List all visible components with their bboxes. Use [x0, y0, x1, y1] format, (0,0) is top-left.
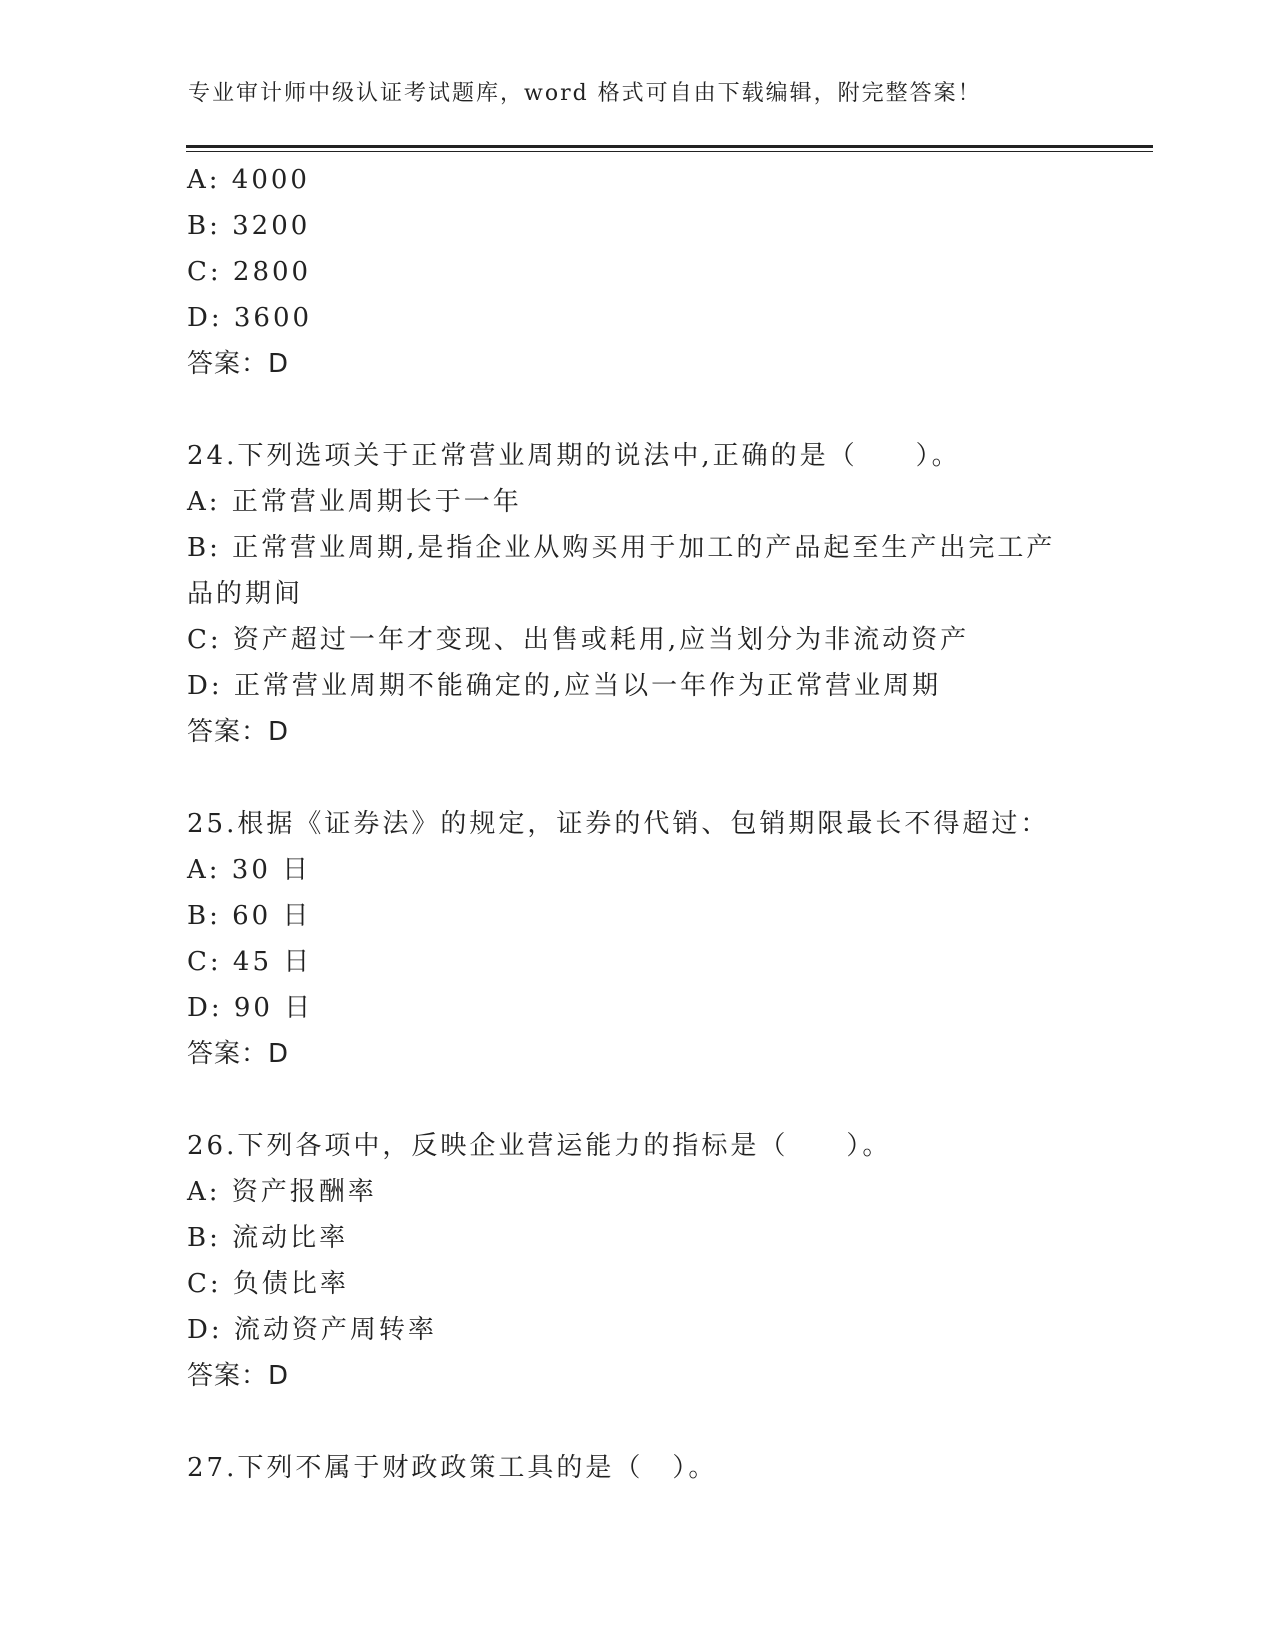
option-a: A: 4000: [187, 165, 310, 195]
option-c: C: 资产超过一年才变现、出售或耗用,应当划分为非流动资产: [187, 625, 970, 655]
question-stem: 24.下列选项关于正常营业周期的说法中,正确的是（ ）。: [187, 441, 961, 471]
answer: 答案：D: [187, 717, 290, 747]
option-c: C: 2800: [187, 257, 312, 287]
question-stem: 27.下列不属于财政政策工具的是（ ）。: [187, 1453, 718, 1483]
question-stem: 26.下列各项中，反映企业营运能力的指标是（ ）。: [187, 1131, 892, 1161]
header-rule-thin: [186, 151, 1153, 152]
option-d: D: 正常营业周期不能确定的,应当以一年作为正常营业周期: [187, 671, 942, 701]
page-header: 专业审计师中级认证考试题库，word 格式可自由下载编辑，附完整答案！: [188, 81, 982, 106]
spacer: [187, 755, 1147, 801]
header-rule-thick: [186, 145, 1153, 148]
option-d: D: 流动资产周转率: [187, 1315, 437, 1345]
option-a: A: 30 日: [187, 855, 312, 885]
answer: 答案：D: [187, 1039, 290, 1069]
question-stem: 25.根据《证券法》的规定，证券的代销、包销期限最长不得超过：: [187, 809, 1050, 839]
question-block-25: [187, 801, 1147, 1077]
spacer: [187, 1399, 1147, 1445]
option-b: B: 60 日: [187, 901, 312, 931]
option-a: A: 资产报酬率: [187, 1177, 377, 1207]
option-d: D: 3600: [187, 303, 313, 333]
question-list: [187, 157, 1147, 1491]
question-block-26: [187, 1123, 1147, 1399]
option-c: C: 负债比率: [187, 1269, 349, 1299]
question-block-27: [187, 1445, 1147, 1491]
option-c: C: 45 日: [187, 947, 313, 977]
spacer: [187, 387, 1147, 433]
option-b: B: 3200: [187, 211, 311, 241]
option-d: D: 90 日: [187, 993, 314, 1023]
option-b: B: 流动比率: [187, 1223, 349, 1253]
answer: 答案：D: [187, 1361, 290, 1391]
answer: 答案：D: [187, 349, 290, 379]
spacer: [187, 1077, 1147, 1123]
question-block-24: [187, 433, 1147, 755]
option-b: B: 正常营业周期,是指企业从购买用于加工的产品起至生产出完工产品的期间: [187, 533, 1056, 609]
question-block-prev: [187, 157, 1147, 387]
option-a: A: 正常营业周期长于一年: [187, 487, 522, 517]
